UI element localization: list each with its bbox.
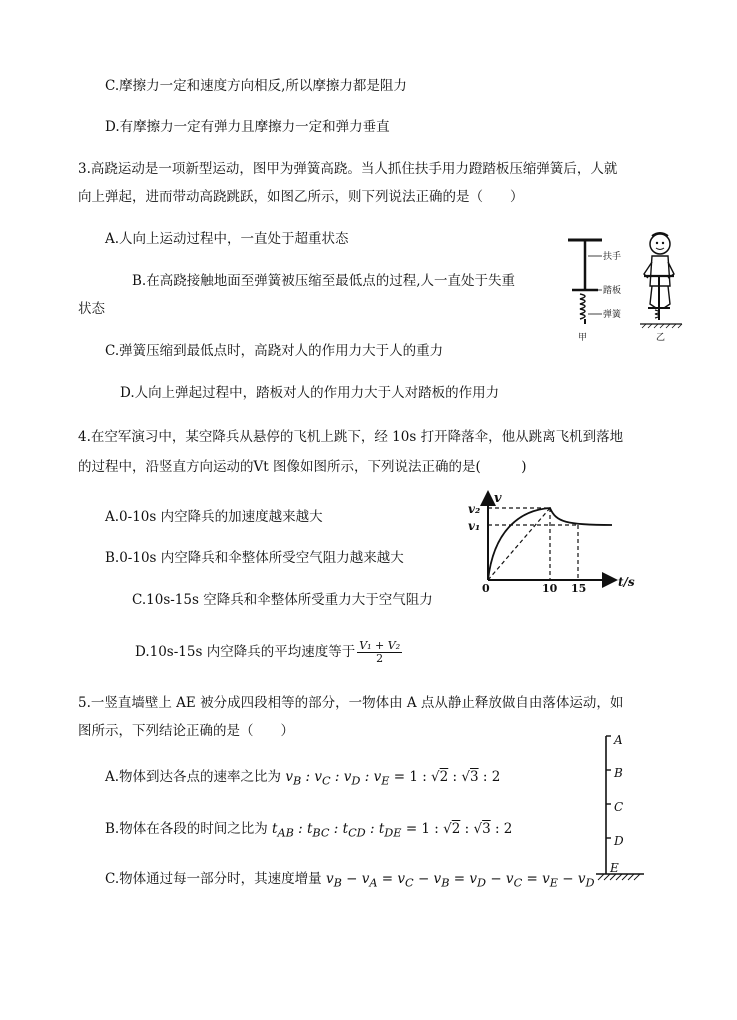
q4-option-b: B.0-10s 内空降兵和伞整体所受空气阻力越来越大 — [105, 550, 404, 566]
q4-v1-label: v₁ — [468, 519, 481, 533]
q4-option-c: C.10s-15s 空降兵和伞整体所受重力大于空气阻力 — [132, 592, 433, 608]
q3-stem-line2: 向上弹起，进而带动高跷跳跃，如图乙所示，则下列说法正确的是（ ） — [78, 189, 524, 205]
q3-option-c: C.弹簧压缩到最低点时，高跷对人的作用力大于人的重力 — [105, 343, 444, 359]
q3-label-jia: 甲 — [578, 333, 588, 343]
q5-wall-figure — [586, 730, 656, 890]
q3-option-d: D.人向上弹起过程中，踏板对人的作用力大于人对踏板的作用力 — [120, 385, 500, 401]
q4-y-label: v — [494, 491, 502, 506]
q4-stem-line1: 4.在空军演习中，某空降兵从悬停的飞机上跳下，经 10s 打开降落伞，他从跳离飞机到落地 — [78, 429, 624, 445]
q5-point-d: D — [614, 834, 624, 848]
q3-option-b-line2: 状态 — [78, 301, 105, 317]
q4-stem-line2: 的过程中，沿竖直方向运动的Vt 图像如图所示，下列说法正确的是( ) — [78, 459, 527, 475]
q5-point-e: E — [610, 861, 619, 875]
q5-option-b-math: $t_{AB}$ : $t_{BC}$ : $t_{CD}$ : $t_{DE} = 1$ : √2 : √3 : 2 — [272, 821, 513, 840]
q5-stem-line2: 图所示，下列结论正确的是（ ） — [78, 723, 294, 739]
q4-t15-label: 15 — [571, 582, 587, 595]
q3-label-yi: 乙 — [656, 333, 666, 343]
q3-option-a: A.人向上运动过程中，一直处于超重状态 — [105, 231, 349, 247]
q5-point-a: A — [614, 733, 623, 747]
q4-option-d — [135, 640, 402, 665]
q5-option-c-math: $v_B - v_A = v_C - v_B = v_D - v_C = v_E - v_D$ — [325, 871, 595, 890]
q5-option-c-text: C.物体通过每一部分时，其速度增量 — [105, 871, 322, 887]
q3-stem-line1: 3.高跷运动是一项新型运动，图甲为弹簧高跷。当人抓住扶手用力蹬踏板压缩弹簧后，人就 — [78, 161, 618, 177]
q3-label-handle: 扶手 — [603, 252, 622, 262]
q2-option-c: C.摩擦力一定和速度方向相反,所以摩擦力都是阻力 — [105, 78, 407, 94]
q4-option-a: A.0-10s 内空降兵的加速度越来越大 — [105, 509, 323, 525]
q5-option-b-text: B.物体在各段的时间之比为 — [105, 821, 268, 837]
q5-option-a — [105, 768, 500, 791]
q5-option-b — [105, 820, 512, 843]
q4-option-d-fraction — [357, 640, 402, 665]
q4-x-label: t/s — [618, 575, 635, 589]
q5-point-b: B — [614, 766, 623, 780]
q5-stem-line1: 5.一竖直墙壁上 AE 被分成四段相等的部分，一物体由 A 点从静止释放做自由落体运动，如 — [78, 695, 624, 711]
q2-option-d: D.有摩擦力一定有弹力且摩擦力一定和弹力垂直 — [105, 119, 390, 135]
q5-point-c: C — [614, 800, 624, 814]
q3-option-b-line1: B.在高跷接触地面至弹簧被压缩至最低点的过程,人一直处于失重 — [132, 273, 516, 289]
q3-figure-pogo — [560, 228, 690, 346]
q4-origin-label: 0 — [482, 582, 490, 595]
q4-v2-label: v₂ — [468, 502, 481, 516]
q5-option-c — [105, 870, 594, 893]
q4-fraction-denominator: 2 — [376, 652, 384, 665]
q4-fraction-numerator: V₁ + V₂ — [359, 639, 401, 652]
q4-vt-graph — [462, 488, 650, 596]
q4-option-d-text: D.10s-15s 内空降兵的平均速度等于 — [135, 644, 356, 660]
q3-label-spring: 弹簧 — [603, 310, 622, 320]
q3-label-pedal: 踏板 — [603, 286, 622, 296]
q4-t10-label: 10 — [542, 582, 558, 595]
q5-option-a-text: A.物体到达各点的速率之比为 — [105, 769, 282, 785]
q5-option-a-math: $v_B$ : $v_C$ : $v_D$ : $v_E = 1$ : √2 : √3 : 2 — [285, 769, 501, 788]
